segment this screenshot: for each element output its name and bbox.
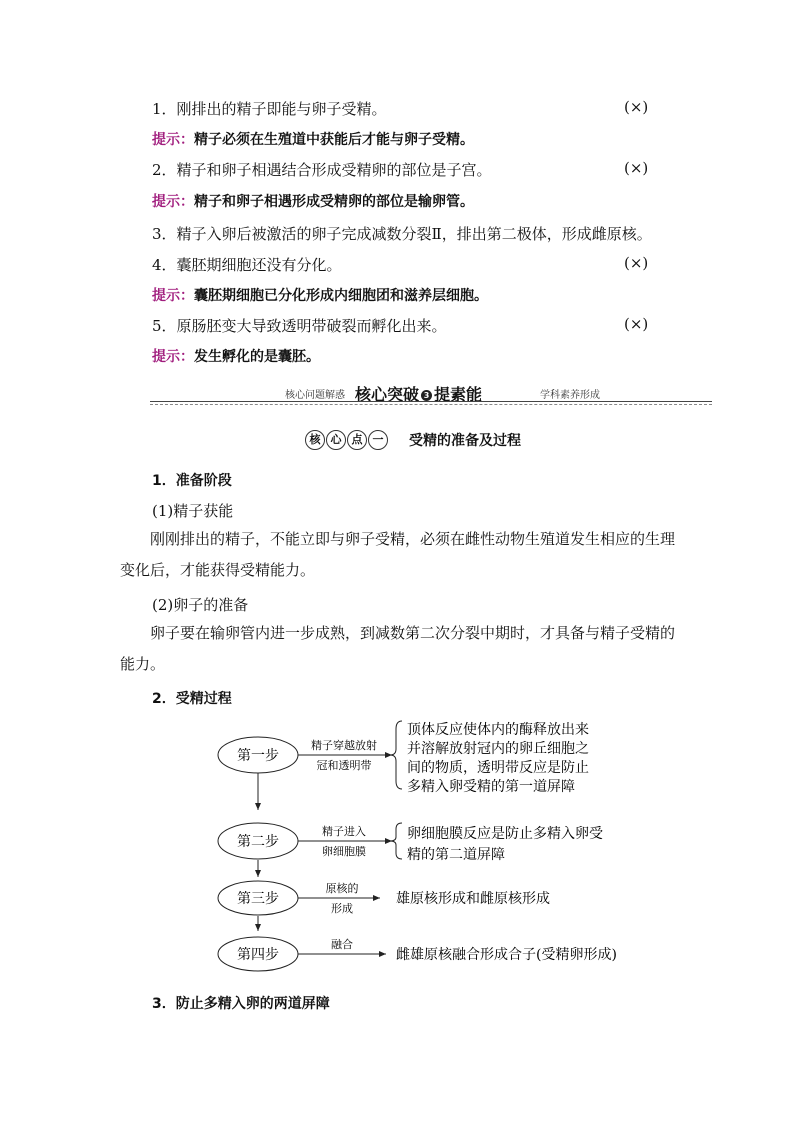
banner-left-text: 核心问题解惑	[285, 390, 345, 401]
step-2-label: 第二步	[237, 834, 279, 850]
section3-heading: 3．防止多精入卵的两道屏障	[152, 996, 330, 1012]
step-4-arrow-top: 融合	[331, 938, 353, 951]
fertilization-process-diagram	[0, 715, 794, 985]
step-4-desc-line: 雌雄原核融合形成合子(受精卵形成)	[396, 947, 617, 963]
hint-text: 发生孵化的是囊胚。	[194, 349, 320, 365]
question-1: 1．刚排出的精子即能与卵子受精。	[152, 100, 387, 118]
banner-rule	[150, 401, 712, 402]
hint-label: 提示：	[152, 349, 194, 365]
step-2-brace	[390, 823, 402, 859]
step-3-arrow-bottom: 形成	[331, 902, 353, 915]
banner-number: 3	[421, 390, 432, 401]
hint-1	[152, 129, 474, 149]
question-5: 5．原肠胚变大导致透明带破裂而孵化出来。	[152, 317, 447, 335]
step-2-arrow-top: 精子进入	[322, 825, 366, 838]
banner-main2: 提素能	[434, 385, 483, 404]
step-1-label: 第一步	[237, 748, 279, 764]
keypoint-char: 点	[347, 430, 367, 450]
hint-text: 囊胚期细胞已分化形成内细胞团和滋养层细胞。	[194, 288, 488, 304]
question-1-mark: (×)	[624, 98, 649, 116]
question-3: 3．精子入卵后被激活的卵子完成减数分裂Ⅱ，排出第二极体，形成雌原核。	[152, 225, 652, 243]
step-1-desc-line: 顶体反应使体内的酶释放出来	[407, 722, 589, 738]
step-4-label: 第四步	[237, 947, 279, 963]
hint-label: 提示：	[152, 288, 194, 304]
hint-2	[152, 191, 474, 211]
banner-main1: 核心突破	[355, 385, 420, 404]
section1-sub1: (1)精子获能	[152, 502, 234, 520]
question-5-mark: (×)	[624, 315, 649, 333]
step-3-label: 第三步	[237, 891, 279, 907]
question-4-mark: (×)	[624, 254, 649, 272]
question-2-mark: (×)	[624, 159, 649, 177]
step-1-desc-line: 间的物质，透明带反应是防止	[407, 760, 589, 776]
step-2-desc-line: 卵细胞膜反应是防止多精入卵受	[407, 826, 603, 842]
hint-label: 提示：	[152, 132, 194, 148]
step-1-brace	[390, 721, 402, 789]
step-1-desc-line: 并溶解放射冠内的卵丘细胞之	[407, 741, 589, 757]
question-4: 4．囊胚期细胞还没有分化。	[152, 256, 342, 274]
hint-4	[152, 285, 488, 305]
keypoint-title: 受精的准备及过程	[409, 433, 521, 449]
question-2: 2．精子和卵子相遇结合形成受精卵的部位是子宫。	[152, 161, 492, 179]
hint-text: 精子必须在生殖道中获能后才能与卵子受精。	[194, 132, 474, 148]
hint-text: 精子和卵子相遇形成受精卵的部位是输卵管。	[194, 194, 474, 210]
step-2-desc-line: 精的第二道屏障	[407, 847, 505, 863]
step-2-arrow-bottom: 卵细胞膜	[322, 845, 366, 858]
section1-para1: 刚刚排出的精子，不能立即与卵子受精，必须在雌性动物生殖道发生相应的生理变化后，才能获得受精能力。	[120, 530, 676, 579]
section1-heading: 1．准备阶段	[152, 473, 232, 489]
banner-rule-dashed	[150, 404, 712, 405]
section-banner	[150, 382, 712, 406]
keypoint-char: 一	[368, 430, 388, 450]
step-1-arrow-bottom: 冠和透明带	[316, 759, 372, 772]
step-1-arrow-top: 精子穿越放射	[311, 739, 377, 752]
step-3-desc-line: 雄原核形成和雌原核形成	[396, 891, 550, 907]
hint-label: 提示：	[152, 194, 194, 210]
banner-right-text: 学科素养形成	[540, 390, 600, 401]
step-3-arrow-top: 原核的	[325, 882, 359, 895]
hint-5	[152, 346, 320, 366]
section1-para2: 卵子要在输卵管内进一步成熟，到减数第二次分裂中期时，才具备与精子受精的能力。	[120, 624, 676, 673]
keypoint-heading	[305, 430, 521, 450]
section1-sub2: (2)卵子的准备	[152, 596, 249, 614]
keypoint-char: 心	[326, 430, 346, 450]
keypoint-char: 核	[305, 430, 325, 450]
step-1-desc-line: 多精入卵受精的第一道屏障	[407, 779, 575, 795]
section2-heading: 2．受精过程	[152, 691, 232, 707]
